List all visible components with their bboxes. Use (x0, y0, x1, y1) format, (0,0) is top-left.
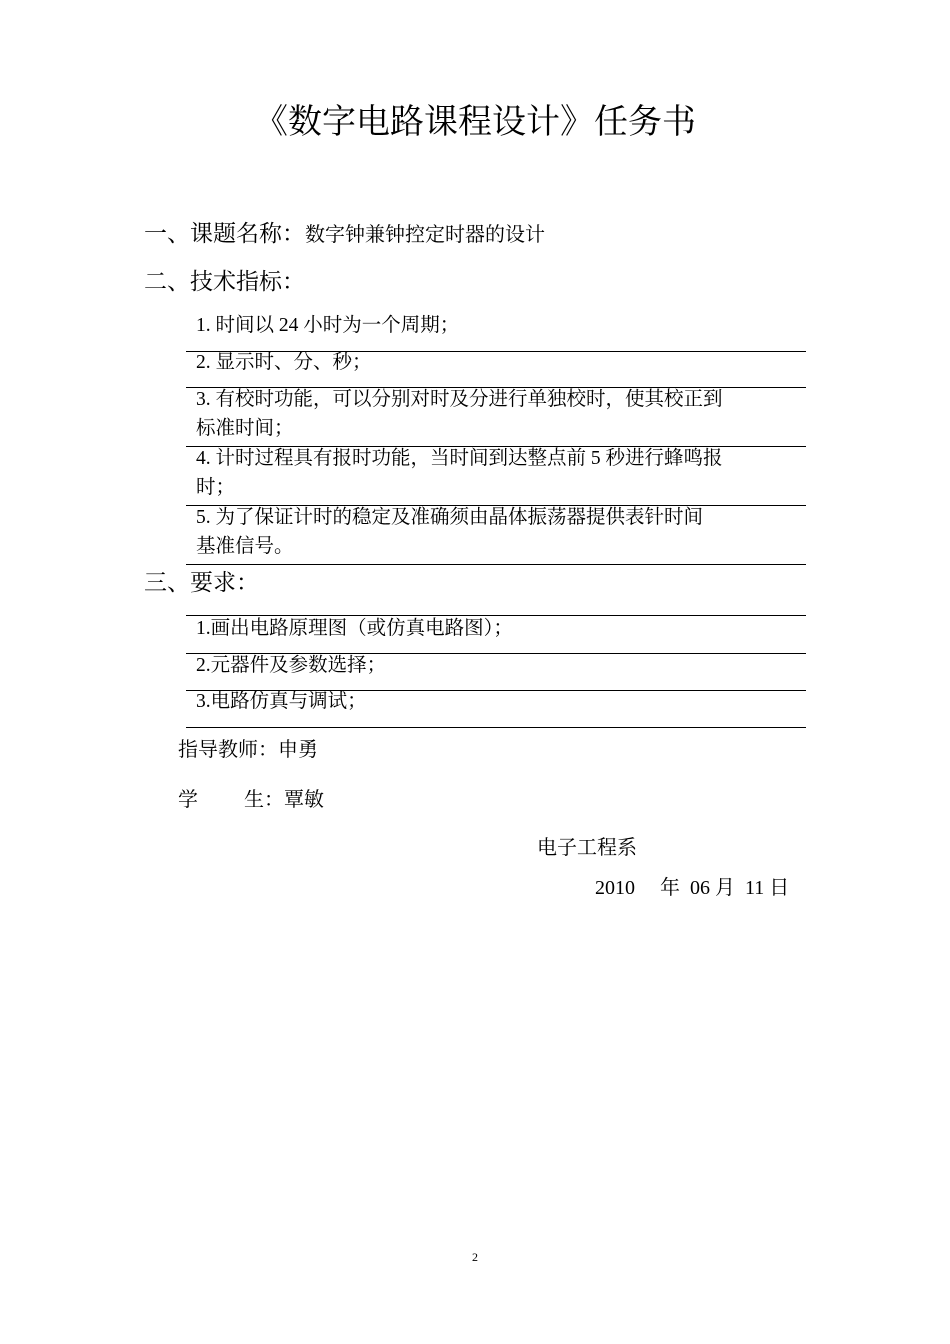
student-line (178, 786, 324, 814)
divider (186, 727, 806, 728)
spec-item-5-line-2: 基准信号。 (196, 536, 294, 557)
date-line (595, 874, 789, 902)
requirement-item-1: 1.画出电路原理图（或仿真电路图）； (196, 618, 513, 639)
student-label-a: 学 (178, 789, 198, 811)
spec-item-3-line-2: 标准时间； (196, 418, 294, 439)
advisor-name: 申勇 (278, 739, 318, 761)
spec-item-4-line-2: 时； (196, 477, 236, 498)
advisor-line (178, 736, 318, 764)
requirement-item-2: 2.元器件及参数选择； (196, 655, 387, 676)
spec-item-4-line-1: 4. 计时过程具有报时功能，当时间到达整点前 5 秒进行蜂鸣报 (196, 448, 723, 469)
requirement-item-3: 3.电路仿真与调试； (196, 691, 367, 712)
page-number: 2 (472, 1250, 478, 1264)
student-name: 覃敏 (284, 789, 324, 811)
spec-item-5-line-1: 5. 为了保证计时的稳定及准确须由晶体振荡器提供表针时间 (196, 507, 704, 528)
date-day: 11 (745, 877, 765, 899)
student-label-b: 生： (244, 789, 284, 811)
divider (186, 564, 806, 565)
document-title: 《数字电路课程设计》任务书 (254, 104, 696, 141)
spec-item-1: 1. 时间以 24 小时为一个周期； (196, 315, 460, 336)
date-year-unit: 年 (660, 877, 680, 899)
specs-heading: 二、技术指标： (144, 269, 305, 294)
advisor-label: 指导教师： (178, 739, 278, 761)
requirements-heading: 三、要求： (144, 570, 259, 595)
spec-item-3-line-1: 3. 有校时功能，可以分别对时及分进行单独校时，使其校正到 (196, 389, 723, 410)
spec-item-2: 2. 显示时、分、秒； (196, 352, 372, 373)
date-day-unit: 日 (769, 877, 790, 899)
date-month-unit: 月 (715, 877, 735, 899)
topic-line (144, 219, 545, 250)
date-year: 2010 (595, 877, 635, 899)
date-month: 06 (690, 877, 710, 899)
topic-value: 数字钟兼钟控定时器的设计 (305, 224, 545, 246)
department: 电子工程系 (537, 837, 637, 859)
topic-label: 一、课题名称： (144, 221, 305, 246)
